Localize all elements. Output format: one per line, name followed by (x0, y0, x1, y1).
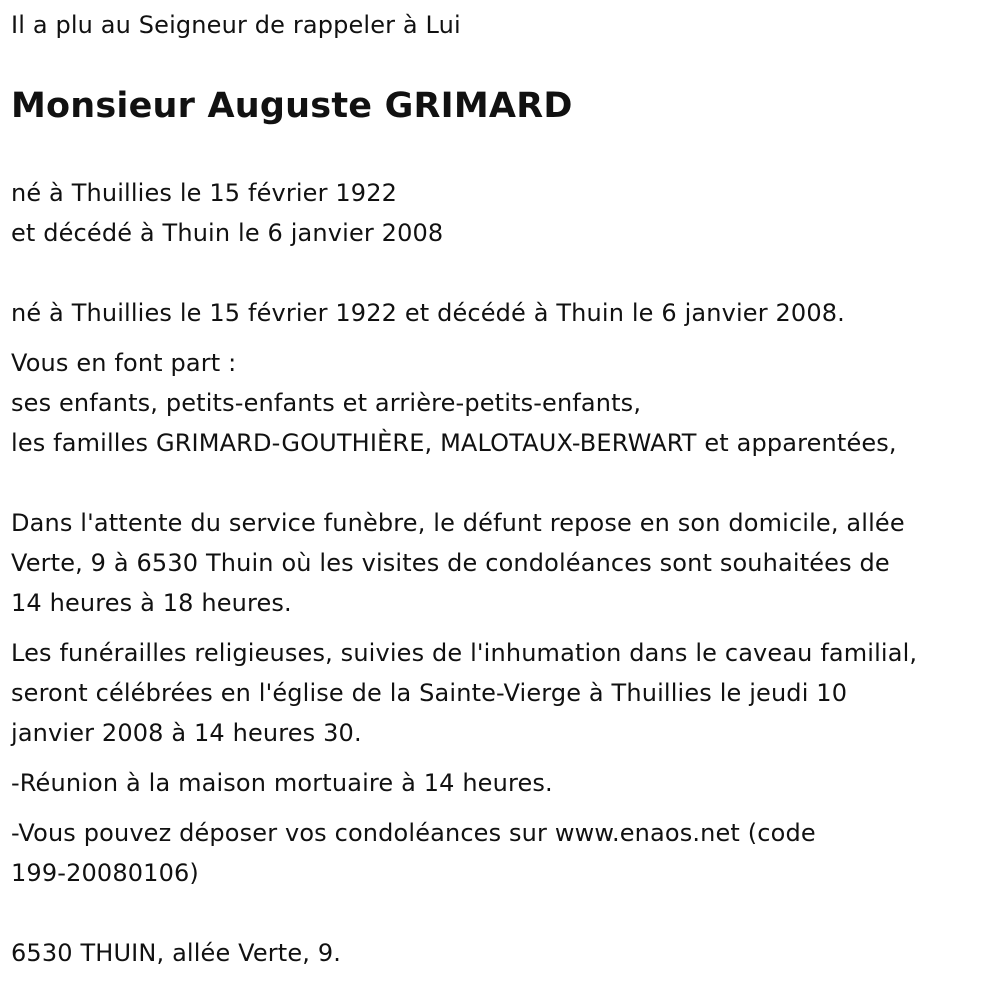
funeral-paragraph-line-3: janvier 2008 à 14 heures 30. (11, 719, 362, 747)
funeral-paragraph-line-1: Les funérailles religieuses, suivies de l'inhumation dans le caveau familial, (11, 639, 918, 667)
meeting-note: -Réunion à la maison mortuaire à 14 heures. (11, 769, 553, 797)
announcement-family-line: ses enfants, petits-enfants et arrière-petits-enfants, (11, 389, 642, 417)
announcement-families-line: les familles GRIMARD-GOUTHIÈRE, MALOTAUX-BERWART et apparentées, (11, 429, 897, 457)
wake-paragraph-line-3: 14 heures à 18 heures. (11, 589, 292, 617)
wake-paragraph-line-2: Verte, 9 à 6530 Thuin où les visites de condoléances sont souhaitées de (11, 549, 890, 577)
deceased-name: Monsieur Auguste GRIMARD (11, 86, 573, 126)
condolences-note-line-1: -Vous pouvez déposer vos condoléances sur www.enaos.net (code (11, 819, 816, 847)
funeral-paragraph-line-2: seront célébrées en l'église de la Sainte-Vierge à Thuillies le jeudi 10 (11, 679, 848, 707)
birth-line: né à Thuillies le 15 février 1922 (11, 179, 398, 207)
condolences-note-line-2: 199-20080106) (11, 859, 199, 887)
address-line: 6530 THUIN, allée Verte, 9. (11, 939, 342, 967)
dates-summary: né à Thuillies le 15 février 1922 et décédé à Thuin le 6 janvier 2008. (11, 299, 845, 327)
wake-paragraph-line-1: Dans l'attente du service funèbre, le défunt repose en son domicile, allée (11, 509, 905, 537)
announcement-intro: Vous en font part : (11, 349, 237, 377)
intro-line: Il a plu au Seigneur de rappeler à Lui (11, 11, 461, 39)
death-line: et décédé à Thuin le 6 janvier 2008 (11, 219, 444, 247)
